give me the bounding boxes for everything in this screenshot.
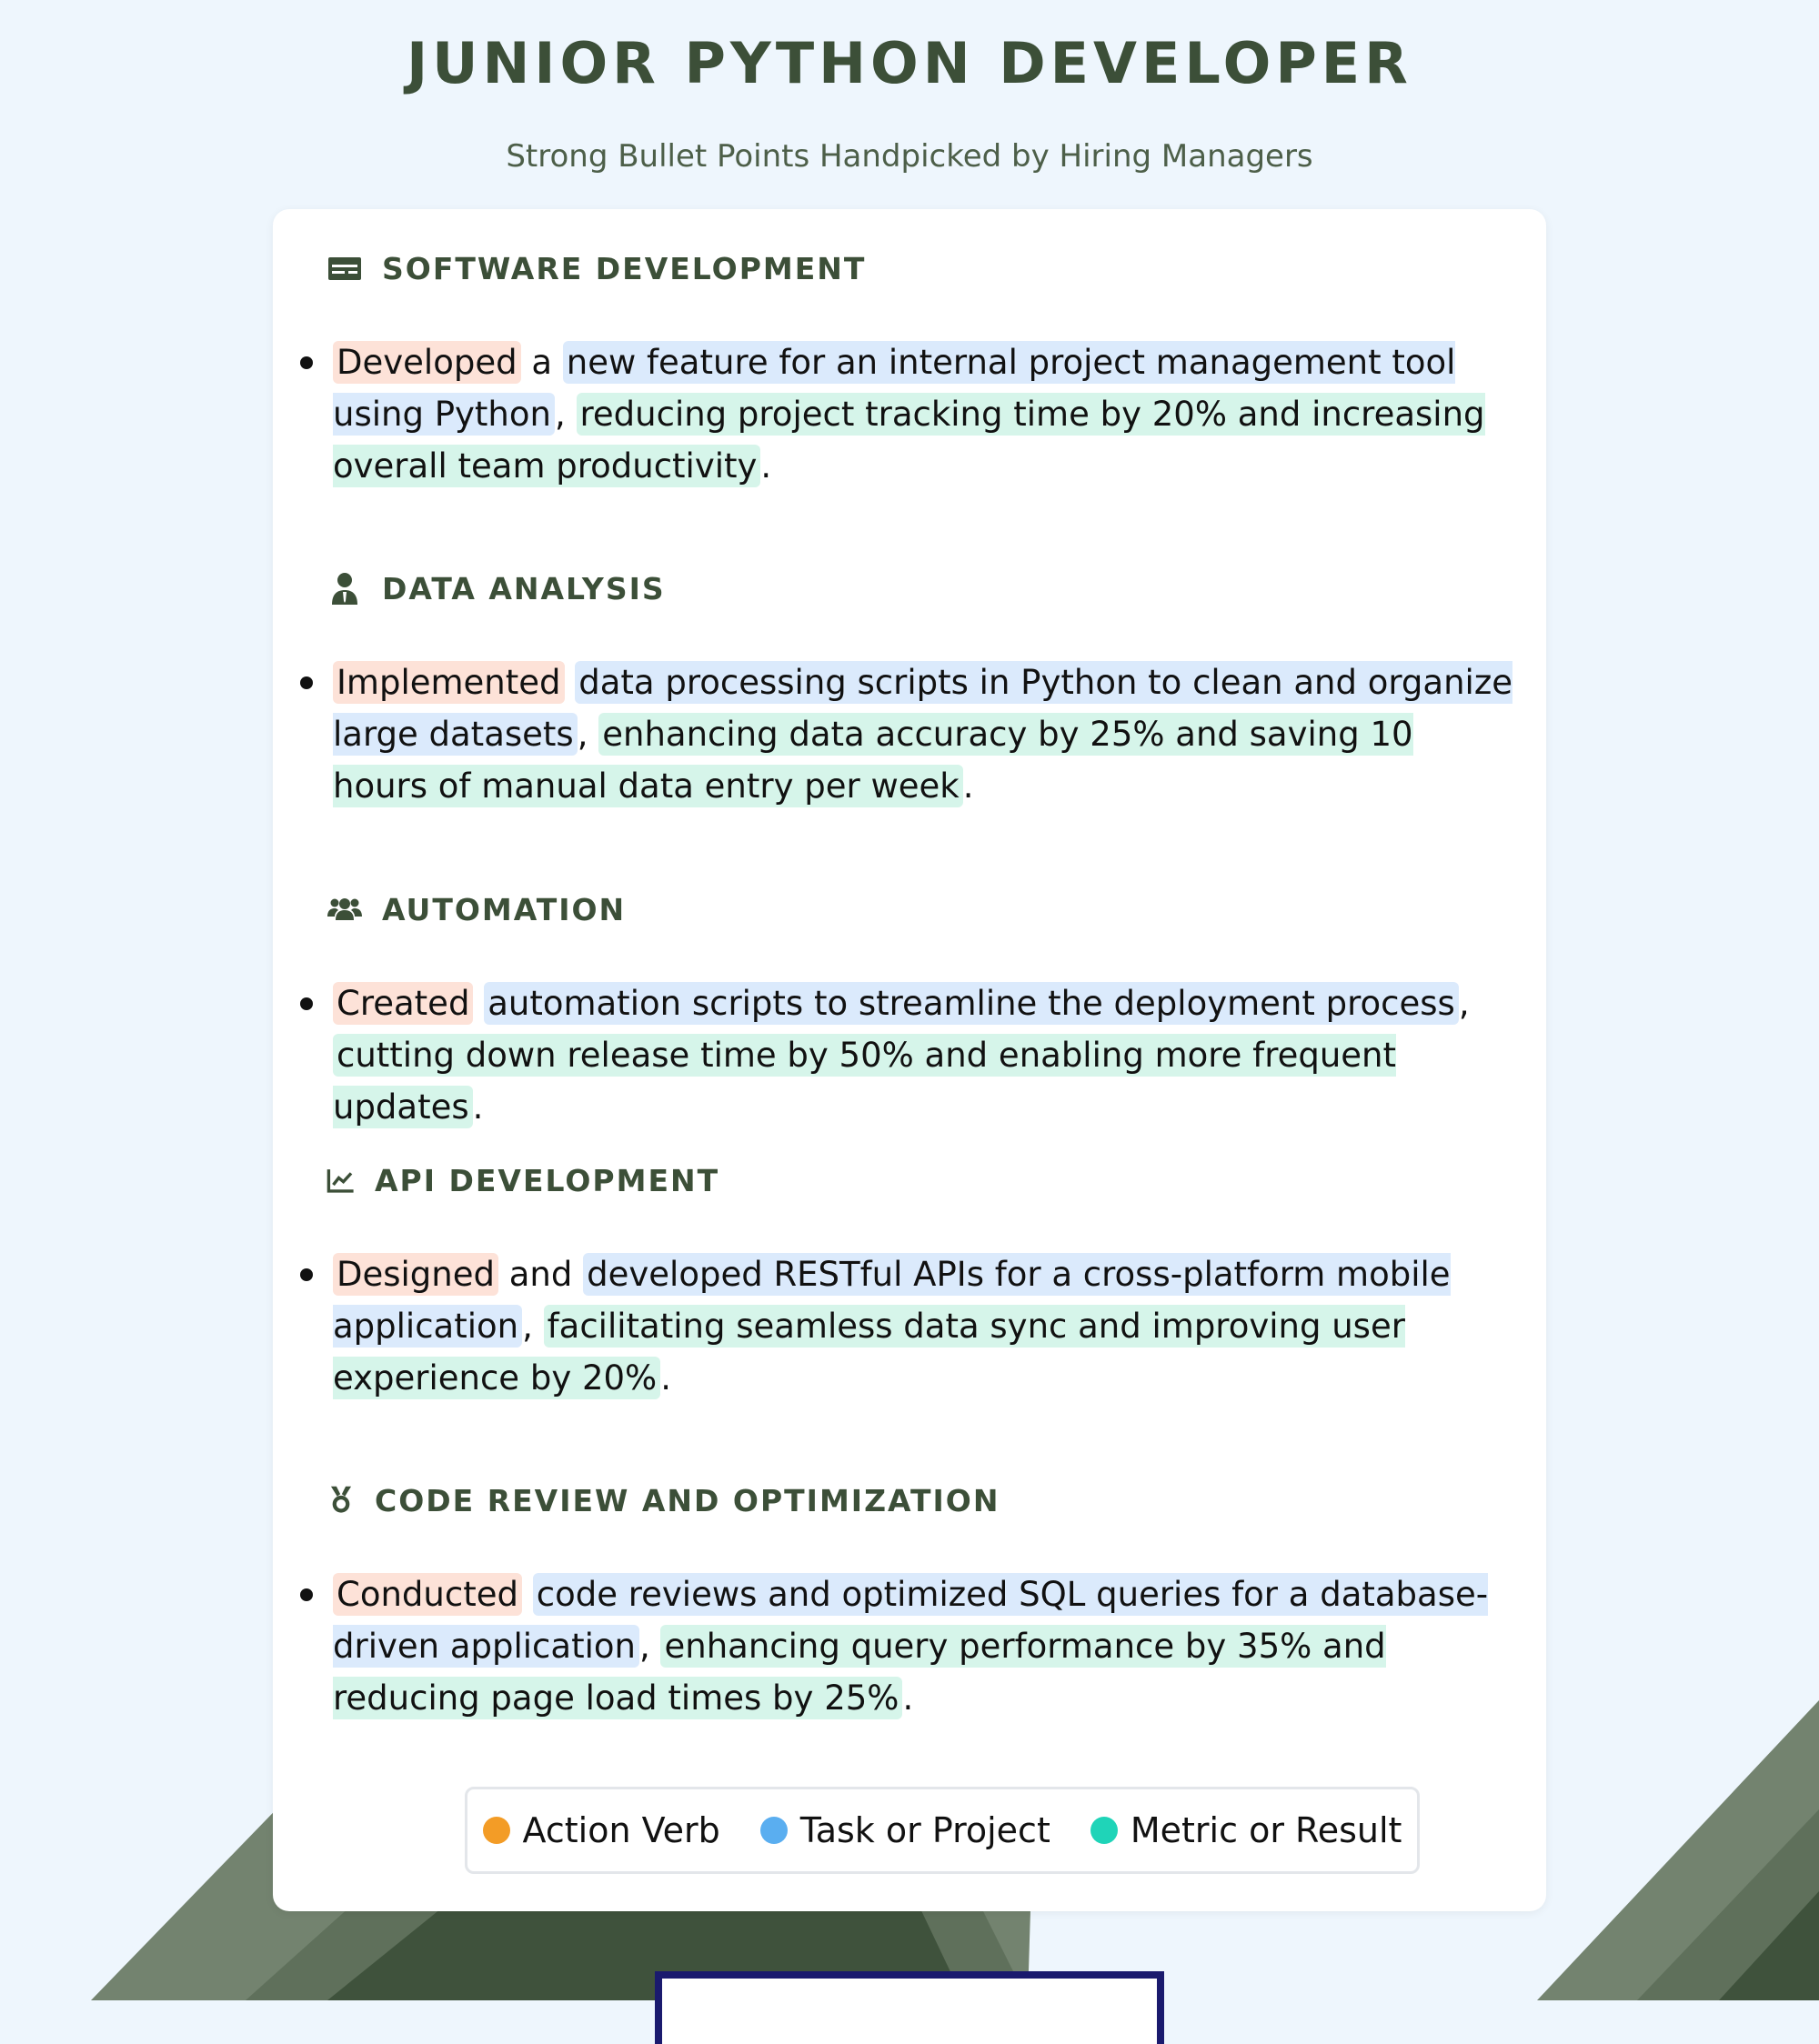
chart-line-icon xyxy=(326,1161,357,1199)
section-header xyxy=(326,566,666,611)
text-fragment: . xyxy=(660,1358,671,1398)
section-title: AUTOMATION xyxy=(382,891,627,927)
bullet-text xyxy=(333,977,1515,1133)
card-icon xyxy=(326,249,364,287)
verb-highlight: Designed xyxy=(333,1253,498,1296)
bullet-text xyxy=(333,656,1515,812)
section-title: API DEVELOPMENT xyxy=(375,1162,720,1198)
verb-highlight: Conducted xyxy=(333,1573,522,1616)
bullet-text xyxy=(333,336,1515,492)
metric-highlight: cutting down release time by 50% and enabling more frequent updates xyxy=(333,1036,1397,1127)
legend-dot xyxy=(1090,1817,1118,1844)
legend-item-task xyxy=(760,1810,1050,1850)
section-header xyxy=(326,245,866,291)
metric-highlight: facilitating seamless data sync and improving user experience by 20% xyxy=(333,1307,1405,1398)
section-header xyxy=(326,1157,719,1203)
task-highlight: automation scripts to streamline the deployment process xyxy=(484,982,1459,1025)
text-fragment xyxy=(565,663,576,702)
legend-dot xyxy=(760,1817,788,1844)
text-fragment: , xyxy=(554,395,577,434)
legend-dot xyxy=(483,1817,510,1844)
legend-item-metric xyxy=(1090,1810,1402,1850)
user-tie-icon xyxy=(326,569,364,607)
bullet-dot xyxy=(300,676,313,689)
task-highlight: data processing scripts in Python to clean and organize large datasets xyxy=(333,663,1512,754)
bullet-dot xyxy=(300,1268,313,1281)
text-fragment: a xyxy=(520,343,563,382)
medal-icon xyxy=(326,1481,357,1519)
text-fragment: , xyxy=(522,1307,544,1346)
text-fragment: . xyxy=(472,1087,484,1127)
users-icon xyxy=(326,890,364,928)
text-fragment: . xyxy=(760,446,772,486)
text-fragment xyxy=(473,984,484,1023)
section-title: DATA ANALYSIS xyxy=(382,570,666,606)
task-highlight: code reviews and optimized SQL queries for a database-driven application xyxy=(333,1575,1489,1666)
verb-highlight: Implemented xyxy=(333,661,565,704)
text-fragment: . xyxy=(962,766,974,806)
bullet-card xyxy=(273,209,1546,1911)
page-title: JUNIOR PYTHON DEVELOPER xyxy=(407,30,1412,96)
text-fragment: , xyxy=(577,715,599,754)
verb-highlight: Developed xyxy=(333,341,521,384)
bullet-text xyxy=(333,1248,1515,1404)
legend xyxy=(465,1787,1420,1874)
text-fragment xyxy=(522,1575,533,1614)
verb-highlight: Created xyxy=(333,982,473,1025)
task-highlight: developed RESTful APIs for a cross-platform mobile application xyxy=(333,1255,1451,1346)
section-header xyxy=(326,1478,1000,1523)
text-fragment: , xyxy=(1458,984,1470,1023)
bottom-button-frame xyxy=(655,1971,1164,2044)
legend-label: Action Verb xyxy=(522,1810,720,1850)
metric-highlight: enhancing query performance by 35% and reducing page load times by 25% xyxy=(333,1627,1386,1718)
section-header xyxy=(326,887,626,932)
text-fragment: and xyxy=(498,1255,584,1294)
section-title: SOFTWARE DEVELOPMENT xyxy=(382,250,867,286)
bullet-dot xyxy=(300,356,313,369)
bullet-dot xyxy=(300,1588,313,1601)
metric-highlight: enhancing data accuracy by 25% and saving 10 hours of manual data entry per week xyxy=(333,715,1413,806)
text-fragment: . xyxy=(902,1678,914,1718)
section-title: CODE REVIEW AND OPTIMIZATION xyxy=(375,1482,1000,1518)
task-highlight: new feature for an internal project management tool using Python xyxy=(333,343,1456,434)
text-fragment: , xyxy=(638,1627,661,1666)
bullet-dot xyxy=(300,997,313,1010)
page-subtitle: Strong Bullet Points Handpicked by Hiring Managers xyxy=(506,138,1313,175)
legend-label: Task or Project xyxy=(799,1810,1050,1850)
legend-item-action-verb xyxy=(483,1810,720,1850)
legend-label: Metric or Result xyxy=(1130,1810,1402,1850)
bullet-text xyxy=(333,1568,1515,1724)
page-header xyxy=(0,27,1819,175)
metric-highlight: reducing project tracking time by 20% and increasing overall team productivity xyxy=(333,395,1485,486)
